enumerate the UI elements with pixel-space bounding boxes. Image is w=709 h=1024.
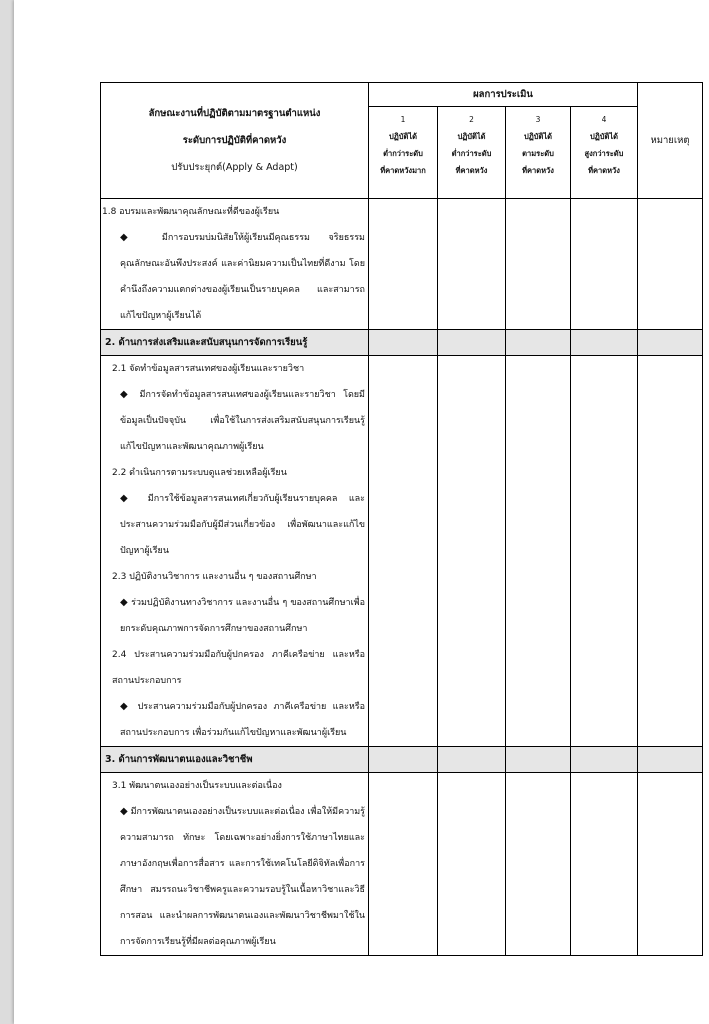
level-line: ที่คาดหวัง	[588, 166, 620, 175]
item-title: 2.1 จัดทำข้อมูลสารสนเทศของผู้เรียนและรายวิชา	[112, 364, 305, 374]
diamond-bullet-icon: ◆	[120, 806, 128, 817]
criteria-cell	[101, 773, 369, 956]
criteria-header-line1: ลักษณะงานที่ปฏิบัติตามมาตรฐานตำแหน่ง	[148, 108, 321, 119]
level-line: ปฏิบัติได้	[457, 132, 486, 141]
level-number: 1	[400, 115, 406, 124]
diamond-bullet-icon: ◆	[120, 597, 128, 608]
remark-cell[interactable]	[638, 356, 703, 747]
result-header: ผลการประเมิน	[369, 83, 638, 107]
section-cell	[571, 330, 638, 356]
remark-cell[interactable]	[638, 773, 703, 956]
level-line: ปฏิบัติได้	[388, 132, 418, 141]
remark-header: หมายเหตุ	[638, 83, 703, 199]
level-line: ปฏิบัติได้	[523, 132, 553, 141]
level-1-header	[369, 107, 438, 199]
level-4-cell[interactable]	[571, 773, 638, 956]
criteria-header-line3: ปรับประยุกต์(Apply & Adapt)	[171, 162, 298, 173]
section-cell	[506, 330, 571, 356]
level-2-cell[interactable]	[438, 199, 506, 330]
level-3-cell[interactable]	[506, 199, 571, 330]
level-1-cell[interactable]	[369, 199, 438, 330]
section-title: 2. ด้านการส่งเสริมและสนับสนุนการจัดการเรียนรู้	[101, 330, 369, 356]
level-line: ตามระดับ	[522, 149, 554, 158]
level-1-cell[interactable]	[369, 356, 438, 747]
section-cell	[369, 330, 438, 356]
level-4-cell[interactable]	[571, 356, 638, 747]
level-3-cell[interactable]	[506, 356, 571, 747]
item-title: 2.3 ปฏิบัติงานวิชาการ และงานอื่น ๆ ของสถานศึกษา	[112, 572, 317, 582]
level-number: 2	[469, 115, 474, 124]
level-line: ที่คาดหวังมาก	[380, 166, 426, 175]
diamond-bullet-icon: ◆	[120, 701, 132, 712]
item-detail	[102, 590, 365, 642]
section-cell	[638, 747, 703, 773]
diamond-bullet-icon: ◆	[120, 232, 144, 243]
section-cell	[506, 747, 571, 773]
section-title: 3. ด้านการพัฒนาตนเองและวิชาชีพ	[101, 747, 369, 773]
section-cell	[438, 747, 506, 773]
item-detail	[102, 694, 365, 746]
item-detail-text: ร่วมปฏิบัติงานทางวิชาการ และงานอื่น ๆ ของสถานศึกษาเพื่อยกระดับคุณภาพการจัดการศึกษาของสถานศึกษา	[120, 598, 365, 634]
item-title: 1.8 อบรมและพัฒนาคุณลักษณะที่ดีของผู้เรียน	[102, 207, 280, 217]
item-detail-text: มีการอบรมบ่มนิสัยให้ผู้เรียนมีคุณธรรม จริยธรรม คุณลักษณะอันพึงประสงค์ และค่านิยมความเป็นไทยที่ดีงาม โดยคำนึงถึงความแตกต่างของผู้เรียนเป็นรายบุคคล และสามารถ แก้ไขปัญหาผู้เรียนได้	[120, 233, 365, 321]
item-detail	[102, 382, 365, 460]
section-cell	[571, 747, 638, 773]
item-title: 2.2 ดำเนินการตามระบบดูแลช่วยเหลือผู้เรียน	[112, 468, 287, 478]
level-2-header	[438, 107, 506, 199]
header-row-top	[101, 83, 703, 107]
level-number: 3	[535, 115, 541, 124]
item-detail-text: ประสานความร่วมมือกับผู้ปกครอง ภาคีเครือข่าย และหรือสถานประกอบการ เพื่อร่วมกันแก้ไขปัญหาและพัฒนาผู้เรียน	[120, 702, 365, 738]
diamond-bullet-icon: ◆	[120, 389, 133, 400]
level-3-cell[interactable]	[506, 773, 571, 956]
level-line: ปฏิบัติได้	[589, 132, 619, 141]
criteria-cell	[101, 356, 369, 747]
item-detail-text: มีการพัฒนาตนเองอย่างเป็นระบบและต่อเนื่อง เพื่อให้มีความรู้ ความสามารถ ทักษะ โดยเฉพาะอย่างยิ่งการใช้ภาษาไทยและภาษาอังกฤษเพื่อการสื่อสาร และการใช้เทคโนโลยีดิจิทัลเพื่อการศึกษา สมรรถนะวิชาชีพครูและความรอบรู้ในเนื้อหาวิชาและวิธีการสอน และนำผลการพัฒนาตนเองและพัฒนาวิชาชีพมาใช้ในการจัดการเรียนรู้ที่มีผลต่อคุณภาพผู้เรียน	[120, 807, 366, 947]
level-line: ที่คาดหวัง	[522, 166, 554, 175]
item-detail	[102, 225, 365, 329]
diamond-bullet-icon: ◆	[120, 493, 137, 504]
level-3-header	[506, 107, 571, 199]
criteria-header	[101, 83, 369, 199]
remark-cell[interactable]	[638, 199, 703, 330]
table-row-2	[101, 356, 703, 747]
section-row-3	[101, 747, 703, 773]
level-line: ต่ำกว่าระดับ	[383, 149, 423, 158]
level-4-header	[571, 107, 638, 199]
level-line: ที่คาดหวัง	[455, 166, 488, 175]
level-number: 4	[601, 115, 607, 124]
level-1-cell[interactable]	[369, 773, 438, 956]
item-detail-text: มีการจัดทำข้อมูลสารสนเทศของผู้เรียนและรายวิชา โดยมีข้อมูลเป็นปัจจุบัน เพื่อใช้ในการส่งเสริมสนับสนุนการเรียนรู้ แก้ไขปัญหาและพัฒนาคุณภาพผู้เรียน	[120, 390, 365, 452]
item-title: 3.1 พัฒนาตนเองอย่างเป็นระบบและต่อเนื่อง	[112, 781, 282, 791]
level-4-cell[interactable]	[571, 199, 638, 330]
item-title: 2.4 ประสานความร่วมมือกับผู้ปกครอง ภาคีเครือข่าย และหรือสถานประกอบการ	[112, 650, 365, 686]
level-line: ต่ำกว่าระดับ	[451, 149, 492, 158]
level-2-cell[interactable]	[438, 356, 506, 747]
item-detail	[102, 799, 365, 955]
table-row-3-1	[101, 773, 703, 956]
section-cell	[438, 330, 506, 356]
document-page	[14, 0, 709, 1024]
criteria-cell	[101, 199, 369, 330]
level-line: สูงกว่าระดับ	[584, 149, 624, 158]
section-row-2	[101, 330, 703, 356]
item-detail	[102, 486, 365, 564]
criteria-header-line2: ระดับการปฏิบัติที่คาดหวัง	[182, 135, 287, 146]
table-row-1-8	[101, 199, 703, 330]
item-detail-text: มีการใช้ข้อมูลสารสนเทศเกี่ยวกับผู้เรียนรายบุคคล และประสานความร่วมมือกับผู้มีส่วนเกี่ยวข้อง เพื่อพัฒนาและแก้ไขปัญหาผู้เรียน	[120, 494, 365, 556]
level-2-cell[interactable]	[438, 773, 506, 956]
section-cell	[369, 747, 438, 773]
evaluation-table	[100, 82, 703, 956]
section-cell	[638, 330, 703, 356]
